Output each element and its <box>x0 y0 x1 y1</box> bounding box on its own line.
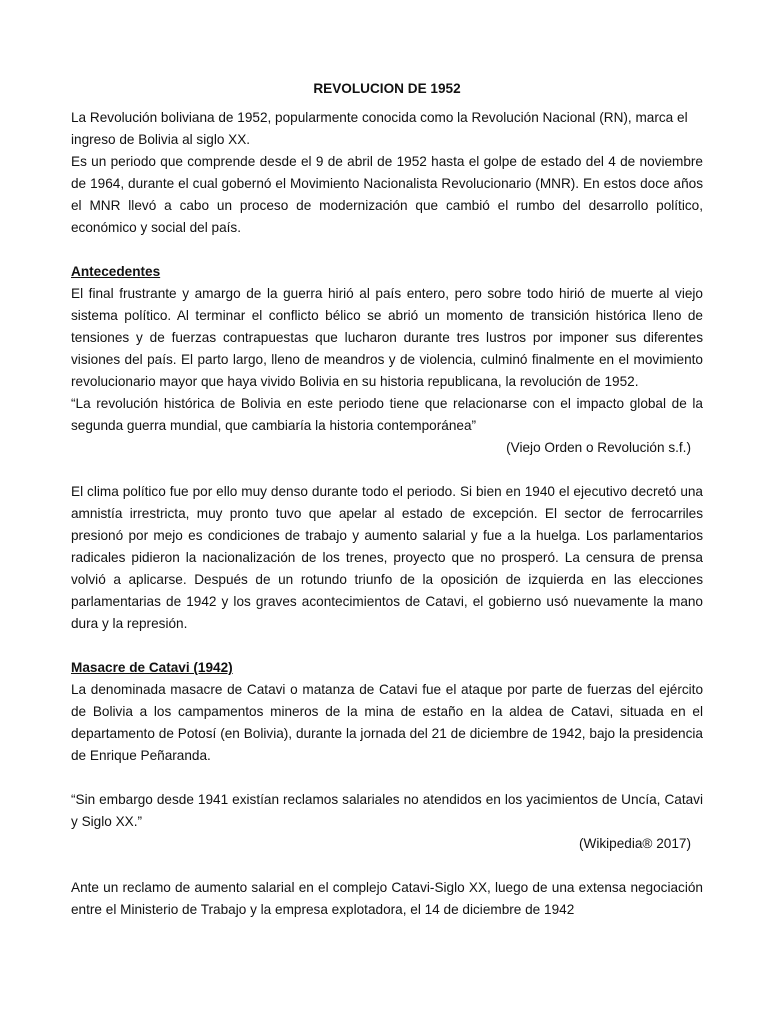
spacer <box>71 635 703 657</box>
intro-paragraph-1: La Revolución boliviana de 1952, popularmente conocida como la Revolución Nacional (RN), marca el ingreso de Bolivia al siglo XX. <box>71 110 688 147</box>
catavi-paragraph-1: La denominada masacre de Catavi o matanza de Catavi fue el ataque por parte de fuerzas del ejército de Bolivia a los campamentos mineros de la mina de estaño en la aldea de Catavi, situada en el departamento de Potosí (en Bolivia), durante la jornada del 21 de diciembre de 1942, bajo la presidencia de Enrique Peñaranda. <box>71 682 703 763</box>
document-page <box>71 78 703 921</box>
section-heading-antecedentes: Antecedentes <box>71 264 161 279</box>
antecedentes-paragraph-2: El clima político fue por ello muy denso durante todo el periodo. Si bien en 1940 el ejecutivo decretó una amnistía irrestricta, muy pronto tuvo que apelar al estado de excepción. El sector de ferrocarriles presionó por mejo es condiciones de trabajo y aumento salarial y fue a la huelga. Los parlamentarios radicales pidieron la nacionalización de los trenes, proyecto que no prosperó. La censura de prensa volvió a aplicarse. Después de un rotundo triunfo de la oposición de izquierda en las elecciones parlamentarias de 1942 y los graves acontecimientos de Catavi, el gobierno usó nuevamente la mano dura y la represión. <box>71 484 703 631</box>
intro-paragraph-2: Es un periodo que comprende desde el 9 de abril de 1952 hasta el golpe de estado del 4 de noviembre de 1964, durante el cual gobernó el Movimiento Nacionalista Revolucionario (MNR). En estos doce años el MNR llevó a cabo un proceso de modernización que cambió el rumbo del desarrollo político, económico y social del país. <box>71 154 703 235</box>
spacer <box>71 855 703 877</box>
catavi-citation: (Wikipedia® 2017) <box>578 836 691 851</box>
antecedentes-citation: (Viejo Orden o Revolución s.f.) <box>506 440 691 455</box>
antecedentes-paragraph-1: El final frustrante y amargo de la guerra hirió al país entero, pero sobre todo hirió de muerte al viejo sistema político. Al terminar el conflicto bélico se abrió un momento de transición histórica lleno de tensiones y de fuerzas contrapuestas que lucharon durante tres lustros por imponer sus diferentes visiones del país. El parto largo, lleno de meandros y de violencia, culminó finalmente en el movimiento revolucionario mayor que haya vivido Bolivia en su historia republicana, la revolución de 1952. <box>71 286 703 389</box>
section-heading-catavi: Masacre de Catavi (1942) <box>71 660 233 675</box>
spacer <box>71 767 703 789</box>
catavi-paragraph-2: Ante un reclamo de aumento salarial en el complejo Catavi-Siglo XX, luego de una extensa negociación entre el Ministerio de Trabajo y la empresa explotadora, el 14 de diciembre de 1942 <box>71 880 703 917</box>
spacer <box>71 459 703 481</box>
catavi-quote: “Sin embargo desde 1941 existían reclamos salariales no atendidos en los yacimientos de Uncía, Catavi y Siglo XX.” <box>71 792 703 829</box>
spacer <box>71 239 703 261</box>
antecedentes-quote: “La revolución histórica de Bolivia en este periodo tiene que relacionarse con el impacto global de la segunda guerra mundial, que cambiaría la historia contemporánea” <box>71 396 703 433</box>
document-title: REVOLUCION DE 1952 <box>313 81 461 96</box>
